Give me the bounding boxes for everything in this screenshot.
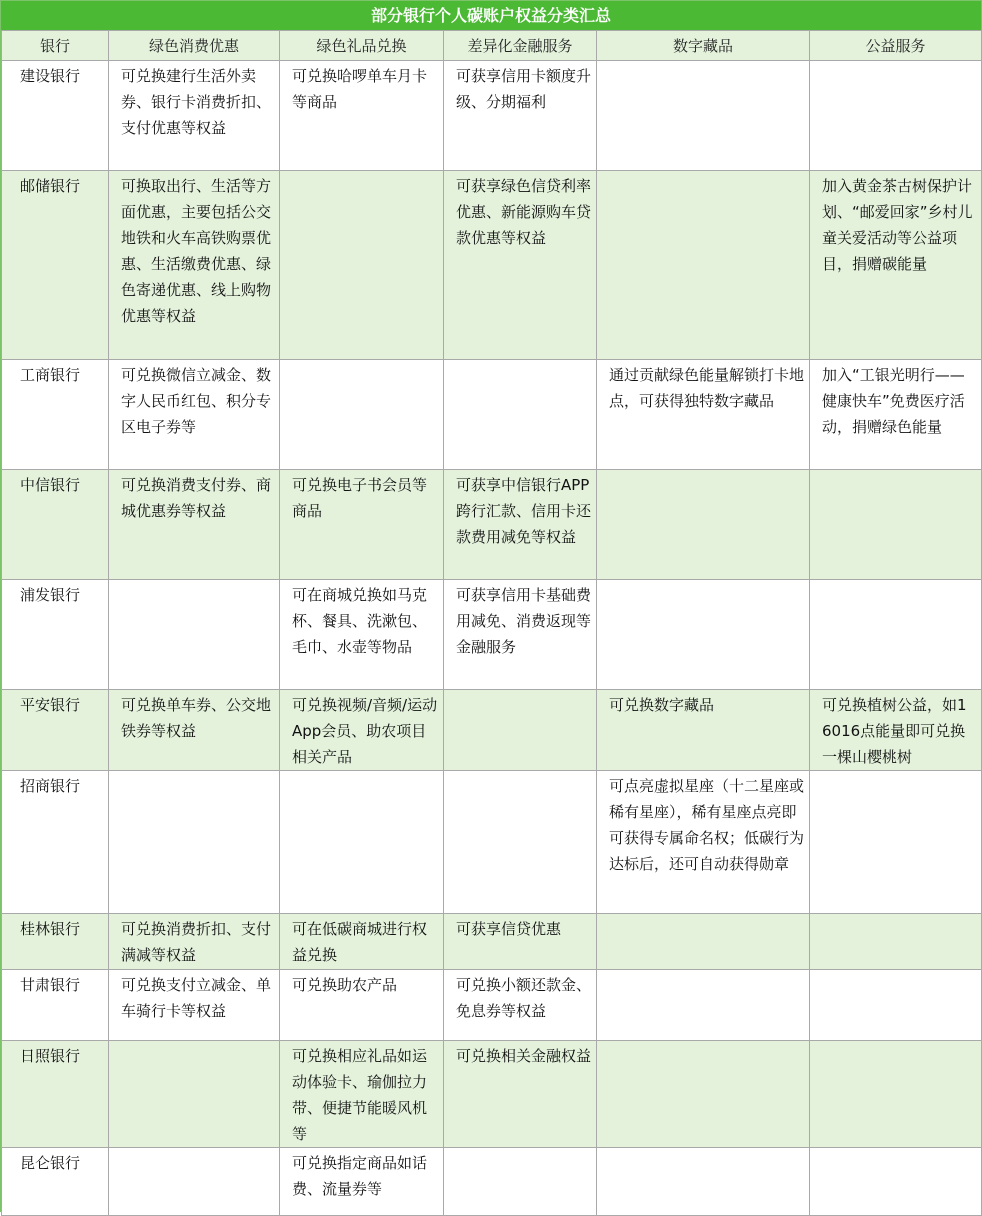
cell-digital: 可点亮虚拟星座（十二星座或稀有星座），稀有星座点亮即可获得专属命名权；低碳行为达标后，还可自动获得勋章 bbox=[597, 771, 810, 914]
cell-charity bbox=[810, 1148, 982, 1216]
cell-gift: 可兑换相应礼品如运动体验卡、瑜伽拉力带、便捷节能暖风机等 bbox=[280, 1041, 444, 1148]
table-row bbox=[2, 360, 982, 470]
cell-digital bbox=[597, 914, 810, 970]
cell-gift: 可兑换电子书会员等商品 bbox=[280, 470, 444, 580]
cell-charity bbox=[810, 470, 982, 580]
cell-gift bbox=[280, 771, 444, 914]
cell-finance: 可获享中信银行APP跨行汇款、信用卡还款费用减免等权益 bbox=[444, 470, 597, 580]
cell-charity: 加入黄金茶古树保护计划、“邮爱回家”乡村儿童关爱活动等公益项目，捐赠碳能量 bbox=[810, 171, 982, 360]
cell-gift bbox=[280, 171, 444, 360]
cell-charity: 加入“工银光明行——健康快车”免费医疗活动，捐赠绿色能量 bbox=[810, 360, 982, 470]
bank-name: 昆仑银行 bbox=[2, 1148, 109, 1216]
cell-charity: 可兑换植树公益，如16016点能量即可兑换一棵山樱桃树 bbox=[810, 690, 982, 771]
cell-consume: 可兑换支付立减金、单车骑行卡等权益 bbox=[109, 970, 280, 1041]
cell-finance bbox=[444, 690, 597, 771]
cell-gift: 可在商城兑换如马克杯、餐具、洗漱包、毛巾、水壶等物品 bbox=[280, 580, 444, 690]
table-row bbox=[2, 1041, 982, 1148]
table-row bbox=[2, 970, 982, 1041]
header-charity-service: 公益服务 bbox=[810, 31, 982, 61]
table-title: 部分银行个人碳账户权益分类汇总 bbox=[1, 1, 981, 30]
bank-name: 中信银行 bbox=[2, 470, 109, 580]
cell-digital bbox=[597, 1041, 810, 1148]
cell-consume: 可兑换建行生活外卖券、银行卡消费折扣、支付优惠等权益 bbox=[109, 61, 280, 171]
table-row bbox=[2, 771, 982, 914]
cell-charity bbox=[810, 61, 982, 171]
cell-digital: 可兑换数字藏品 bbox=[597, 690, 810, 771]
cell-digital bbox=[597, 970, 810, 1041]
cell-consume bbox=[109, 580, 280, 690]
cell-finance: 可获享绿色信贷利率优惠、新能源购车贷款优惠等权益 bbox=[444, 171, 597, 360]
cell-charity bbox=[810, 970, 982, 1041]
table-row bbox=[2, 171, 982, 360]
bank-name: 邮储银行 bbox=[2, 171, 109, 360]
cell-consume: 可兑换单车券、公交地铁券等权益 bbox=[109, 690, 280, 771]
cell-finance bbox=[444, 771, 597, 914]
cell-gift: 可兑换指定商品如话费、流量券等 bbox=[280, 1148, 444, 1216]
header-finance-service: 差异化金融服务 bbox=[444, 31, 597, 61]
cell-finance: 可获享信用卡基础费用减免、消费返现等金融服务 bbox=[444, 580, 597, 690]
bank-name: 招商银行 bbox=[2, 771, 109, 914]
bank-name: 建设银行 bbox=[2, 61, 109, 171]
cell-consume: 可兑换消费支付券、商城优惠券等权益 bbox=[109, 470, 280, 580]
benefits-table bbox=[1, 30, 982, 1216]
cell-finance: 可获享信贷优惠 bbox=[444, 914, 597, 970]
table-row bbox=[2, 914, 982, 970]
bank-name: 甘肃银行 bbox=[2, 970, 109, 1041]
cell-consume bbox=[109, 1148, 280, 1216]
cell-digital bbox=[597, 171, 810, 360]
cell-digital bbox=[597, 470, 810, 580]
bank-name: 日照银行 bbox=[2, 1041, 109, 1148]
header-green-consumption: 绿色消费优惠 bbox=[109, 31, 280, 61]
cell-consume: 可兑换微信立减金、数字人民币红包、积分专区电子券等 bbox=[109, 360, 280, 470]
cell-finance: 可获享信用卡额度升级、分期福利 bbox=[444, 61, 597, 171]
cell-gift: 可兑换哈啰单车月卡等商品 bbox=[280, 61, 444, 171]
cell-consume: 可兑换消费折扣、支付满减等权益 bbox=[109, 914, 280, 970]
cell-gift: 可在低碳商城进行权益兑换 bbox=[280, 914, 444, 970]
cell-charity bbox=[810, 771, 982, 914]
cell-finance bbox=[444, 360, 597, 470]
header-bank: 银行 bbox=[2, 31, 109, 61]
cell-finance bbox=[444, 1148, 597, 1216]
cell-finance: 可兑换小额还款金、免息券等权益 bbox=[444, 970, 597, 1041]
cell-gift: 可兑换助农产品 bbox=[280, 970, 444, 1041]
bank-name: 平安银行 bbox=[2, 690, 109, 771]
cell-consume bbox=[109, 771, 280, 914]
cell-charity bbox=[810, 1041, 982, 1148]
bank-name: 浦发银行 bbox=[2, 580, 109, 690]
cell-digital bbox=[597, 1148, 810, 1216]
cell-digital bbox=[597, 61, 810, 171]
cell-digital bbox=[597, 580, 810, 690]
table-row bbox=[2, 690, 982, 771]
header-green-gift: 绿色礼品兑换 bbox=[280, 31, 444, 61]
bank-name: 工商银行 bbox=[2, 360, 109, 470]
cell-finance: 可兑换相关金融权益 bbox=[444, 1041, 597, 1148]
header-digital-collectible: 数字藏品 bbox=[597, 31, 810, 61]
cell-charity bbox=[810, 914, 982, 970]
cell-digital: 通过贡献绿色能量解锁打卡地点，可获得独特数字藏品 bbox=[597, 360, 810, 470]
cell-gift bbox=[280, 360, 444, 470]
table-row bbox=[2, 580, 982, 690]
cell-gift: 可兑换视频/音频/运动App会员、助农项目相关产品 bbox=[280, 690, 444, 771]
table-row bbox=[2, 61, 982, 171]
cell-consume bbox=[109, 1041, 280, 1148]
cell-consume: 可换取出行、生活等方面优惠，主要包括公交地铁和火车高铁购票优惠、生活缴费优惠、绿色寄递优惠、线上购物优惠等权益 bbox=[109, 171, 280, 360]
table-row bbox=[2, 470, 982, 580]
cell-charity bbox=[810, 580, 982, 690]
table-row bbox=[2, 1148, 982, 1216]
bank-name: 桂林银行 bbox=[2, 914, 109, 970]
header-row bbox=[2, 31, 982, 61]
